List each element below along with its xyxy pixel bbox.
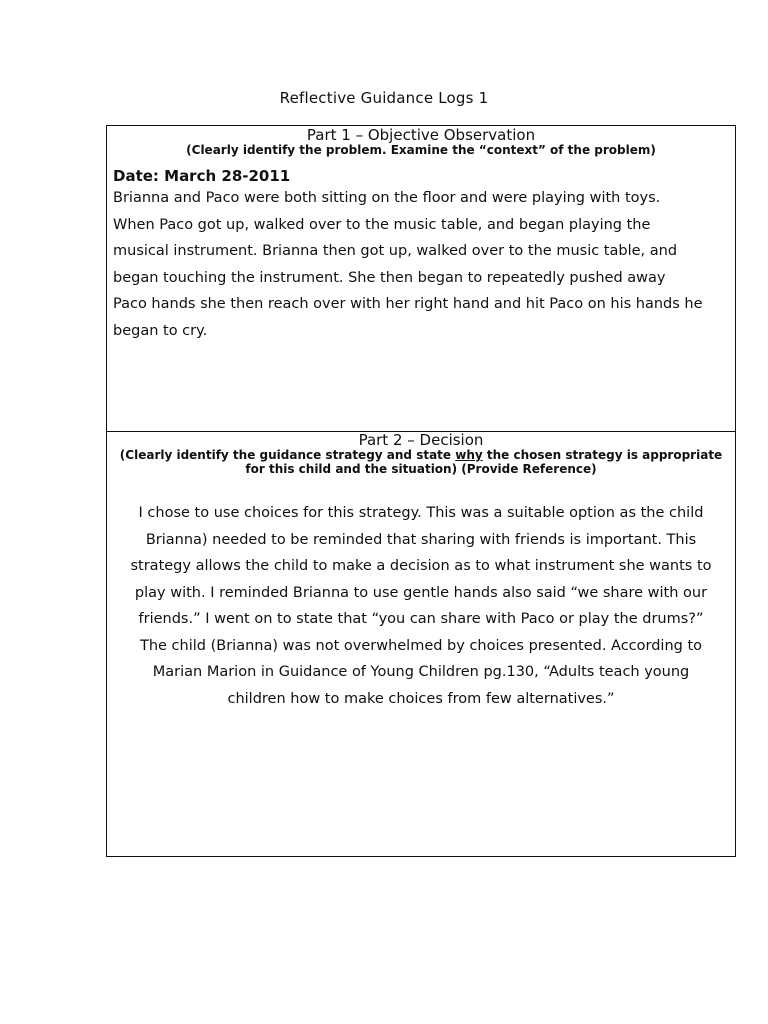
observation-line: began touching the instrument. She then began to repeatedly pushed away (113, 269, 666, 286)
part2-instruction-pre: (Clearly identify the guidance strategy and state (119, 448, 456, 462)
part1-instruction: (Clearly identify the problem. Examine the “context” of the problem) (186, 143, 656, 157)
observation-line: Brianna and Paco were both sitting on the floor and were playing with toys. (113, 190, 661, 206)
part2-instruction-post: the chosen strategy is appropriate (482, 448, 723, 462)
guidance-log-table (106, 125, 736, 857)
decision-line: Marian Marion in Guidance of Young Children pg.130, “Adults teach young (152, 664, 690, 680)
observation-line: Paco hands she then reach over with her right hand and hit Paco on his hands he (113, 296, 703, 312)
observation-line: began to cry. (113, 322, 208, 339)
part2-instruction-emphasis: why (455, 448, 483, 462)
observation-text (113, 185, 733, 344)
decision-line: strategy allows the child to make a decision as to what instrument she wants to (130, 558, 712, 574)
part2-heading: Part 2 – Decision (358, 431, 484, 449)
decision-line: friends.” I went on to state that “you can share with Paco or play the drums?” (138, 611, 704, 627)
part2-instruction-line2: for this child and the situation) (Provide Reference) (245, 462, 597, 476)
decision-line: play with. I reminded Brianna to use gentle hands also said “we share with our (134, 584, 708, 601)
part2-section (107, 431, 735, 856)
part2-instruction (107, 448, 735, 476)
observation-date: Date: March 28-2011 (113, 167, 291, 185)
document-title (0, 89, 768, 107)
decision-text (115, 500, 727, 712)
decision-line: I chose to use choices for this strategy. This was a suitable option as the child (138, 505, 704, 521)
part1-heading: Part 1 – Objective Observation (306, 126, 536, 144)
decision-line: The child (Brianna) was not overwhelmed by choices presented. According to (139, 637, 703, 654)
decision-line: children how to make choices from few alternatives.” (227, 690, 615, 707)
part1-section (107, 126, 735, 431)
observation-line: musical instrument. Brianna then got up, walked over to the music table, and (113, 243, 678, 259)
document-title-text: Reflective Guidance Logs 1 (279, 89, 489, 107)
observation-line: When Paco got up, walked over to the music table, and began playing the (113, 216, 651, 233)
decision-line: Brianna) needed to be reminded that sharing with friends is important. This (145, 531, 697, 548)
